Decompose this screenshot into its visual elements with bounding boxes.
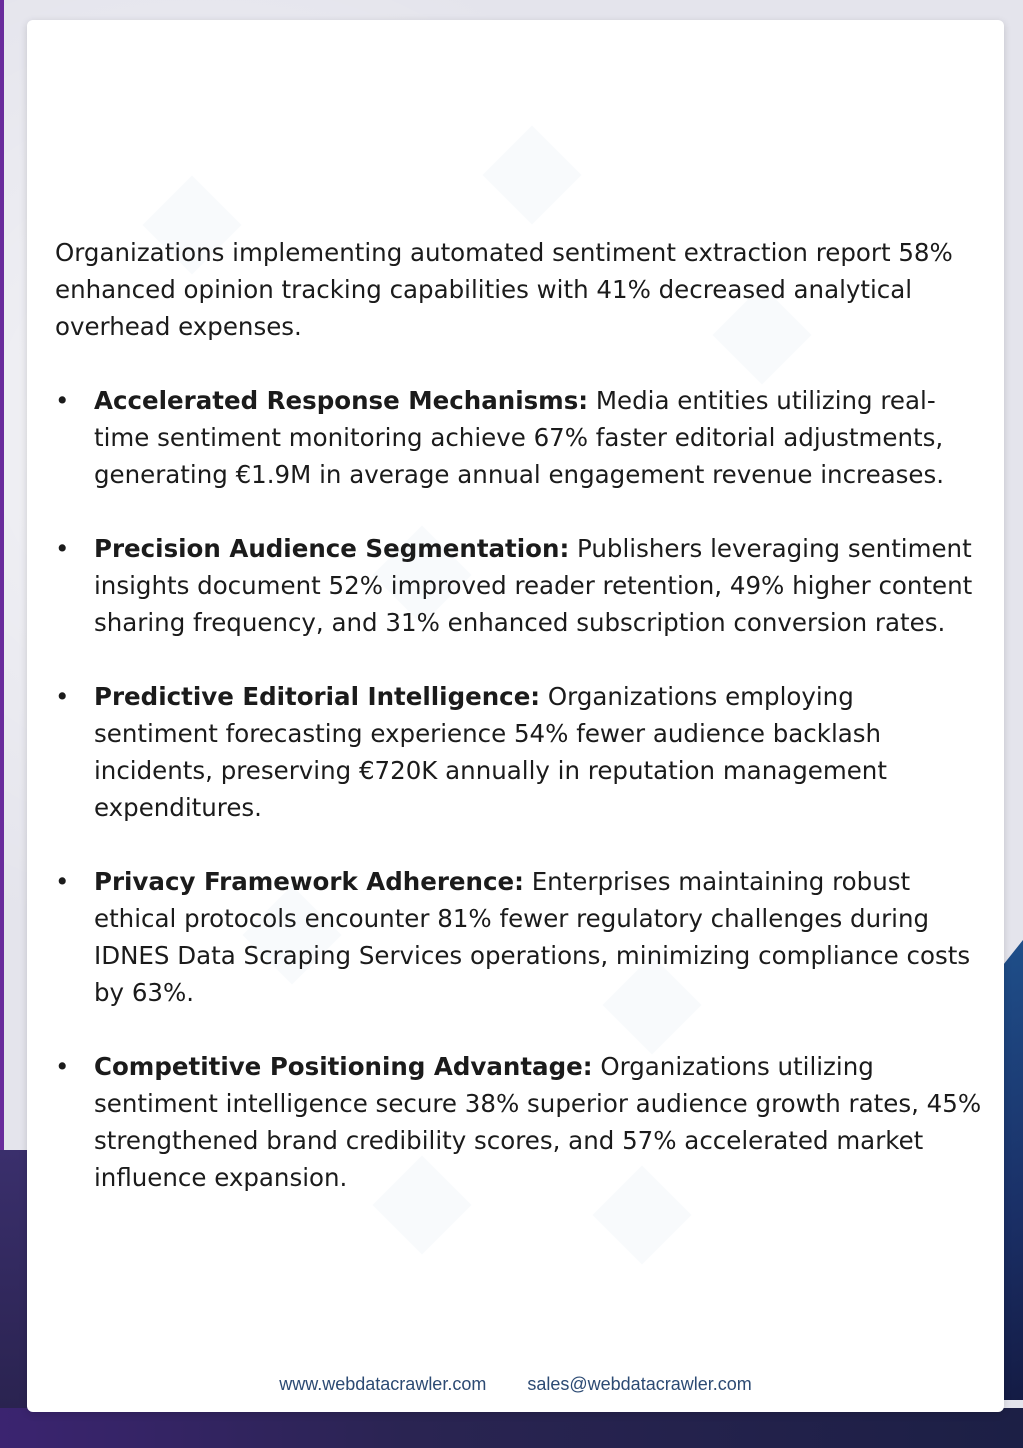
bullet-text: Publishers leveraging sentiment insights document 52% improved reader retention, 49% higher content sharing frequency, and 31% enhanced subscription conversion rates. xyxy=(94,534,973,637)
bullet-text: Media entities utilizing real-time sentiment monitoring achieve 67% faster editorial adjustments, generating €1.9M in average annual engagement revenue increases. xyxy=(94,386,945,489)
list-item xyxy=(55,863,985,1011)
bullet-title: Precision Audience Segmentation: xyxy=(94,534,570,563)
bullet-icon: • xyxy=(55,386,70,415)
bullet-title: Predictive Editorial Intelligence: xyxy=(94,682,541,711)
document-body xyxy=(55,234,985,1233)
bullet-icon: • xyxy=(55,1052,70,1081)
bullet-text: Organizations utilizing sentiment intelligence secure 38% superior audience growth rates, 45% strengthened brand credibility scores, and 57% accelerated market influence expansion. xyxy=(94,1052,982,1192)
website-link[interactable]: www.webdatacrawler.com xyxy=(279,1374,487,1394)
bullet-text: Enterprises maintaining robust ethical protocols encounter 81% fewer regulatory challenges during IDNES Data Scraping Services operations, minimizing compliance costs by 63%. xyxy=(94,867,971,1007)
bullet-icon: • xyxy=(55,867,70,896)
bullet-title: Accelerated Response Mechanisms: xyxy=(94,386,589,415)
background-accent-right xyxy=(1001,940,1023,1400)
watermark-diamond xyxy=(483,126,582,225)
footer xyxy=(27,1374,1004,1395)
list-item xyxy=(55,1048,985,1196)
list-item xyxy=(55,530,985,641)
bullet-title: Competitive Positioning Advantage: xyxy=(94,1052,593,1081)
bullet-title: Privacy Framework Adherence: xyxy=(94,867,524,896)
benefits-list xyxy=(55,382,985,1196)
background-bottom-band xyxy=(0,1408,1023,1448)
bullet-icon: • xyxy=(55,534,70,563)
email-link[interactable]: sales@webdatacrawler.com xyxy=(527,1374,752,1394)
document-card xyxy=(27,20,1004,1412)
intro-paragraph: Organizations implementing automated sentiment extraction report 58% enhanced opinion tracking capabilities with 41% decreased analytical overhead expenses. xyxy=(55,238,953,341)
list-item xyxy=(55,678,985,826)
list-item xyxy=(55,382,985,493)
bullet-icon: • xyxy=(55,682,70,711)
bullet-text: Organizations employing sentiment forecasting experience 54% fewer audience backlash incidents, preserving €720K annually in reputation management expenditures. xyxy=(94,682,887,822)
background-accent-left xyxy=(0,1150,30,1410)
